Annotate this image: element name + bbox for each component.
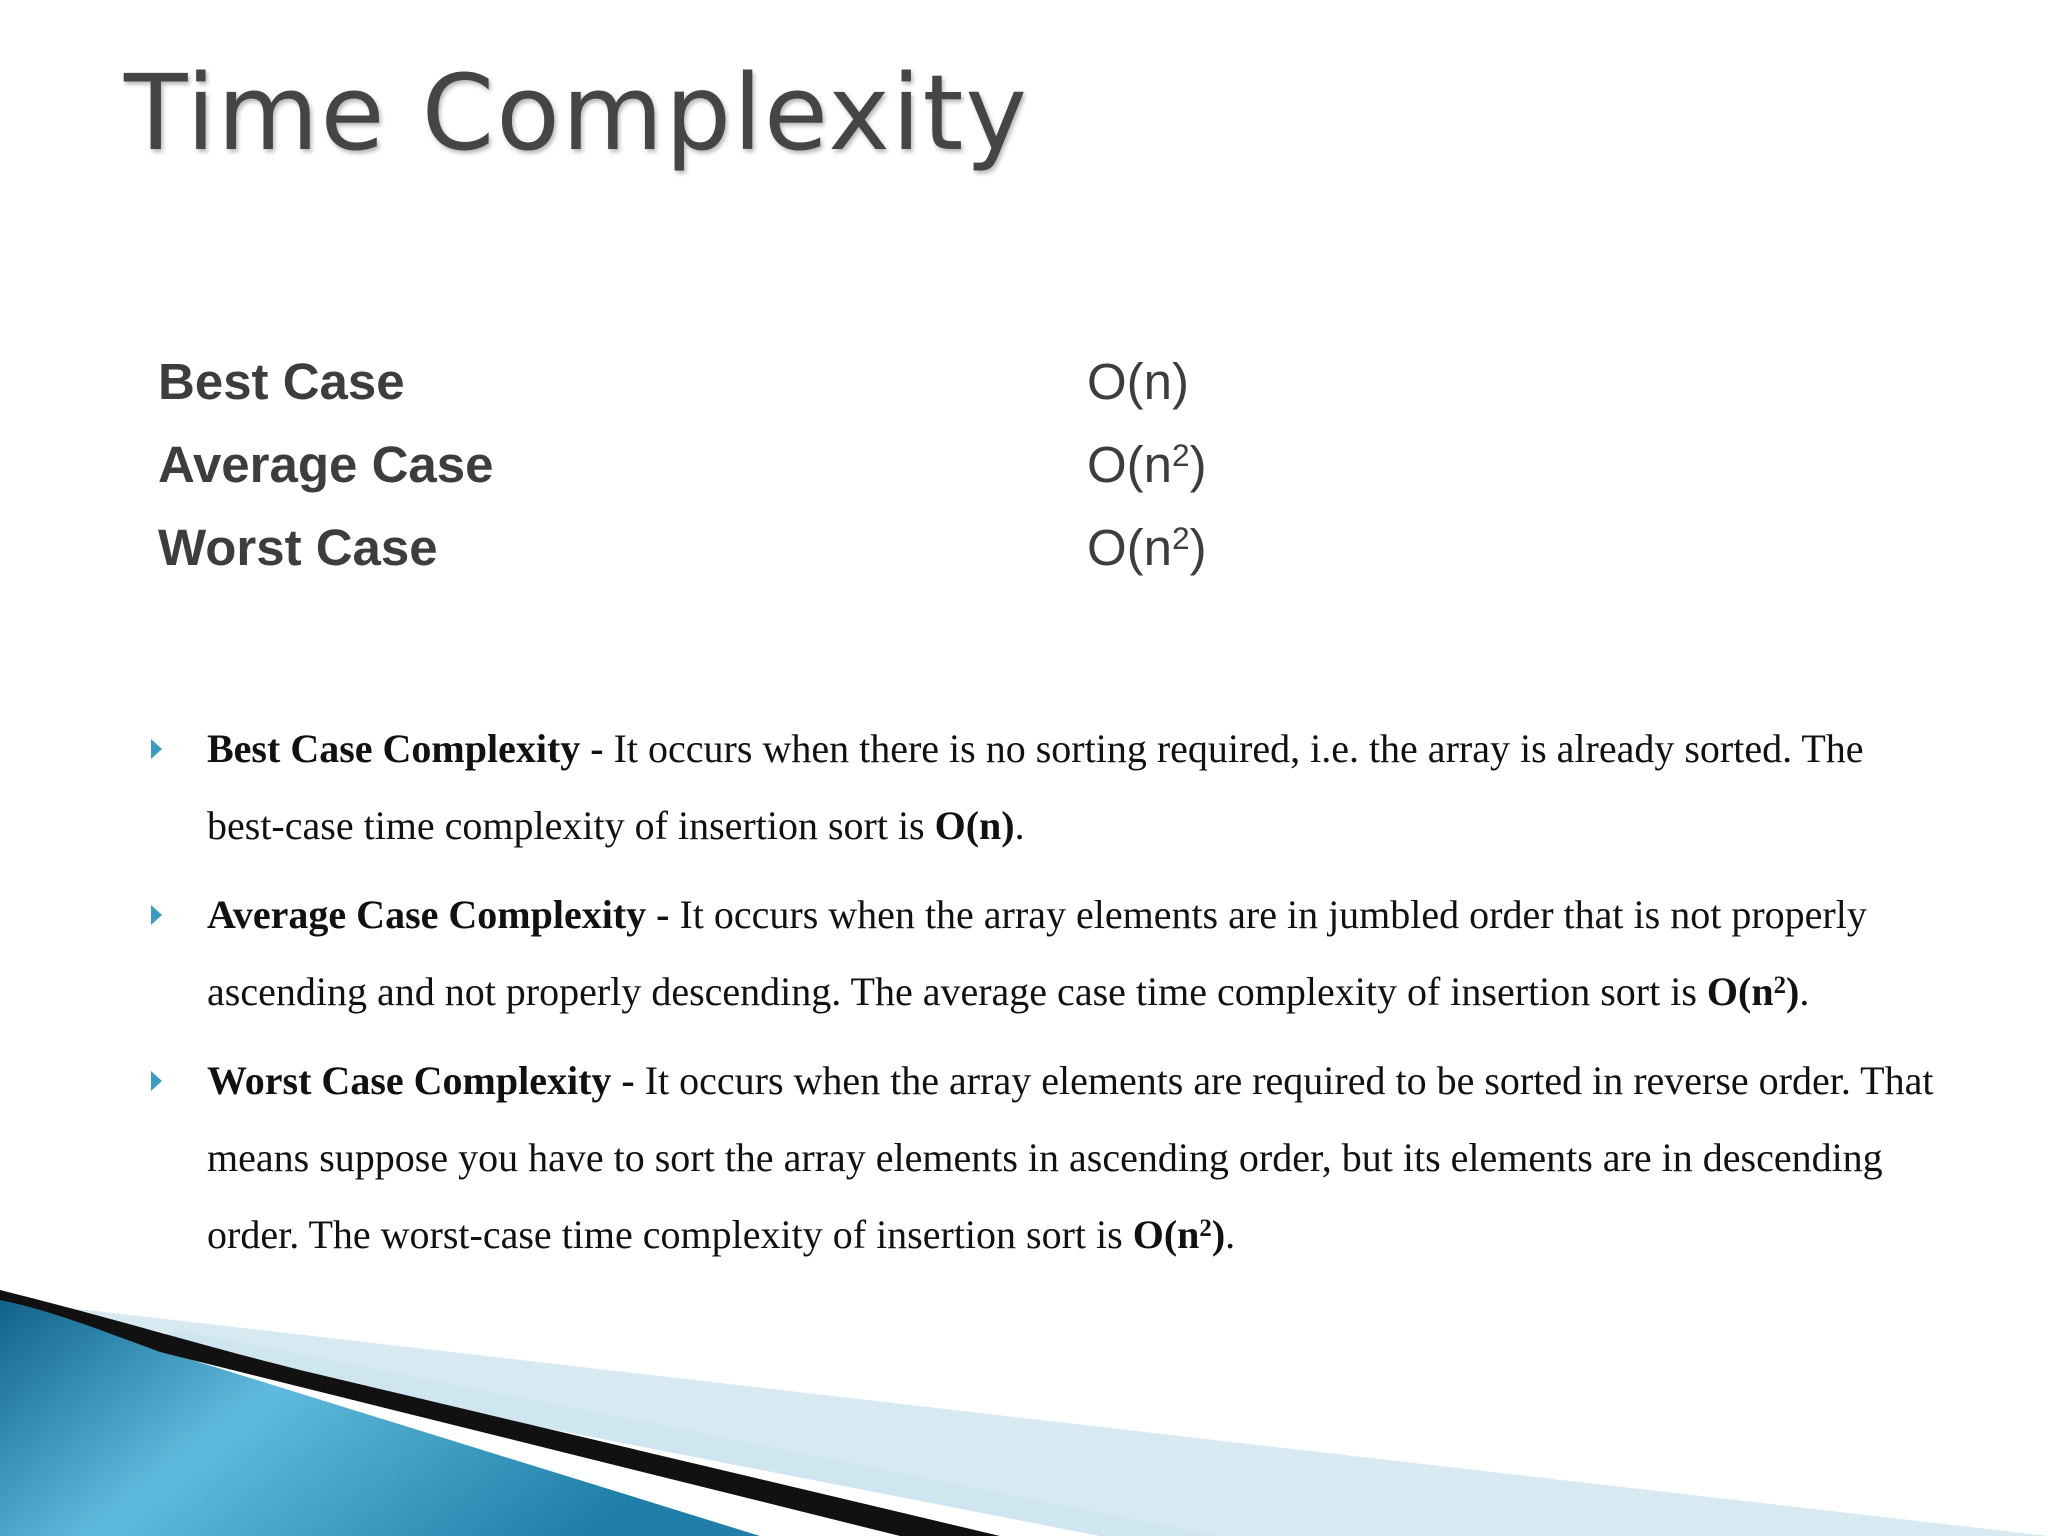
- row-value: O(n): [1087, 353, 1189, 410]
- bullet-list: [140, 710, 1940, 1285]
- bullet-average-case: [140, 876, 1940, 1030]
- bullet-arrow-icon: [151, 739, 162, 759]
- row-value: $O(n^2)$: [1087, 519, 1207, 576]
- complexity-table: [158, 340, 1258, 589]
- exponent: 2: [1172, 520, 1190, 557]
- bullet-text: Worst Case Complexity - It occurs when the array elements are required to be sorted in reverse order. That means suppose you have to sort the array elements in ascending order, but its elements are in descending order. The worst-case time complexity of insertion sort is $O(n^2)$.: [207, 1058, 1934, 1257]
- bullet-best-case: [140, 710, 1940, 864]
- complexity-row-worst: [158, 506, 1258, 589]
- blue-wave: [0, 1290, 760, 1536]
- bullet-arrow-icon: [151, 905, 162, 925]
- slide-title: Time Complexity: [124, 52, 1029, 174]
- black-stripe: [0, 1290, 1000, 1536]
- bullet-text: Average Case Complexity - It occurs when the array elements are in jumbled order that is not properly ascending and not properly descending. The average case time complexity of insertion sort is $O(n^2)$.: [207, 892, 1867, 1014]
- complexity-row-average: [158, 423, 1258, 506]
- bullet-text: Best Case Complexity - It occurs when there is no sorting required, i.e. the array is already sorted. The best-case time complexity of insertion sort is O(n).: [207, 726, 1864, 848]
- bullet-arrow-icon: [151, 1071, 162, 1091]
- pale-stripe: [0, 1300, 2048, 1536]
- row-label: Worst Case: [158, 519, 438, 576]
- exponent: 2: [1172, 437, 1190, 474]
- complexity-row-best: [158, 340, 1258, 423]
- row-value: $O(n^2)$: [1087, 436, 1207, 493]
- bullet-worst-case: [140, 1042, 1940, 1273]
- row-label: Average Case: [158, 436, 494, 493]
- row-label: Best Case: [158, 353, 405, 410]
- pale-stripe-wide: [120, 1330, 1220, 1536]
